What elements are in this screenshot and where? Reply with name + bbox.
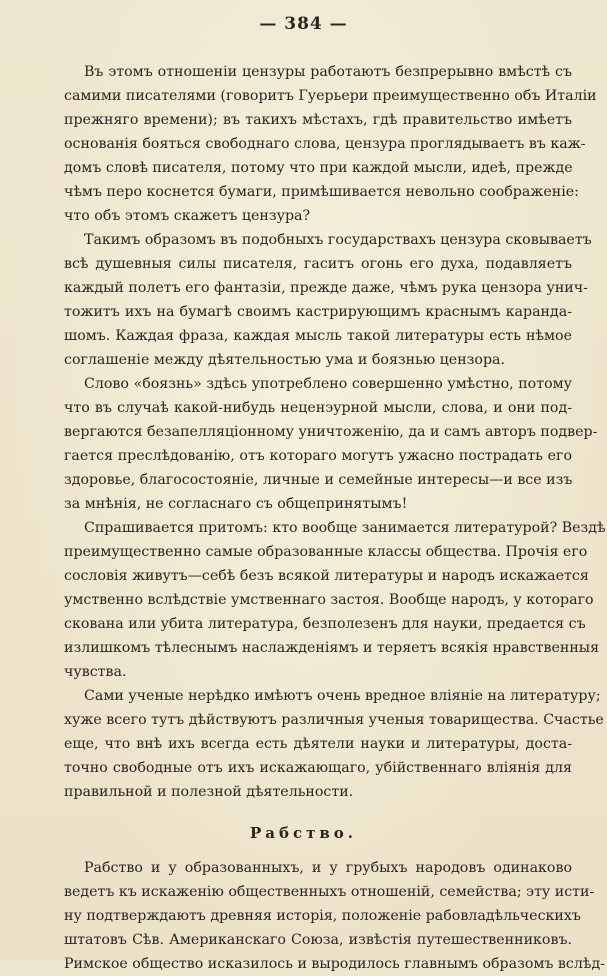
text-line: Слово «боязнь» здѣсь употреблено совершенно умѣстно, потому xyxy=(84,376,572,392)
text-line: чувства. xyxy=(64,664,127,680)
text-line: точно свободные отъ ихъ искажающаго, убійственнаго вліянія для xyxy=(64,760,572,776)
text-line: еще, что внѣ ихъ всегда есть дѣятели науки и литературы, доста- xyxy=(64,736,572,752)
text-line: штатовъ Сѣв. Американскаго Союза, извѣстія путешественниковъ. xyxy=(64,932,572,948)
text-line: скована или убита литература, безполезенъ для науки, предается съ xyxy=(64,616,586,632)
text-line: прежняго времени); въ такихъ мѣстахъ, гдѣ правительство имѣетъ xyxy=(64,112,572,128)
text-line: самими писателями (говоритъ Гуерьери преимущественно объ Италіи xyxy=(64,88,597,104)
text-line: умственно вслѣдствіе умственнаго застоя. Вообще народъ, у котораго xyxy=(64,592,594,608)
text-line: за мнѣнія, не согласнаго съ общепринятымъ! xyxy=(64,496,408,512)
text-line: излишкомъ тѣлеснымъ наслажденіямъ и теряетъ всякія нравственныя xyxy=(64,640,600,656)
text-line: правильной и полезной дѣятельности. xyxy=(64,784,354,800)
text-line: Спрашивается притомъ: кто вообще занимается литературой? Вездѣ xyxy=(84,520,606,536)
text-line: Рабство и у образованныхъ, и у грубыхъ народовъ одинаково xyxy=(84,860,572,876)
text-line: каждый полетъ его фантазіи, прежде даже, чѣмъ рука цензора унич- xyxy=(64,280,588,296)
text-line: чѣмъ перо коснется бумаги, примѣшивается невольно соображеніе: xyxy=(64,184,579,200)
text-line: домъ словѣ писателя, потому что при каждой мысли, идеѣ, прежде xyxy=(64,160,573,176)
text-line: ну подтверждаютъ древняя исторія, положеніе рабовладѣльческихъ xyxy=(64,908,581,924)
text-line: что объ этомъ скажетъ цензура? xyxy=(64,208,311,224)
page-number: — 384 — xyxy=(259,14,348,34)
text-line: основанія бояться свободнаго слова, цензура проглядываетъ въ каж- xyxy=(64,136,586,152)
text-line: вергаются безапелляціонному уничтоженію, да и самъ авторъ подвер- xyxy=(64,424,598,440)
text-line: Такимъ образомъ въ подобныхъ государствахъ цензура сковываетъ xyxy=(84,232,592,248)
text-line: хуже всего тутъ дѣйствуютъ различныя ученыя товарищества. Счастье xyxy=(64,712,604,728)
text-line: что въ случаѣ какой-нибудь неценэурной мысли, слова, и они под- xyxy=(64,400,572,416)
text-line: здоровье, благосостояніе, личные и семейные интересы—и все изъ xyxy=(64,472,573,488)
section-heading: Рабство. xyxy=(249,824,358,842)
text-line: всѣ душевныя силы писателя, гаситъ огонь его духа, подавляетъ xyxy=(64,256,572,272)
text-line: Въ этомъ отношеніи цензуры работаютъ безпрерывно вмѣстѣ съ xyxy=(84,64,572,80)
text-line: ведетъ къ искаженію общественныхъ отношеній, семейства; эту исти- xyxy=(64,884,595,900)
text-line: Римское общество исказилось и выродилось главнымъ образомъ вслѣд- xyxy=(64,956,605,972)
text-line: соглашеніе между дѣятельностью ума и боязнью цензора. xyxy=(64,352,505,368)
text-line: сословія живутъ—себѣ безъ всякой литературы и народъ искажается xyxy=(64,568,589,584)
text-line: гается преслѣдованію, отъ котораго могутъ ужасно пострадать его xyxy=(64,448,572,464)
text-line: Сами ученые нерѣдко имѣютъ очень вредное вліяніе на литературу; xyxy=(84,688,601,704)
text-line: шомъ. Каждая фраза, каждая мысль такой литературы есть нѣмое xyxy=(64,328,572,344)
text-line: преимущественно самые образованные классы общества. Прочія его xyxy=(64,544,588,560)
text-line: тожитъ ихъ на бумагѣ своимъ кастрирующимъ краснымъ каранда- xyxy=(64,304,572,320)
